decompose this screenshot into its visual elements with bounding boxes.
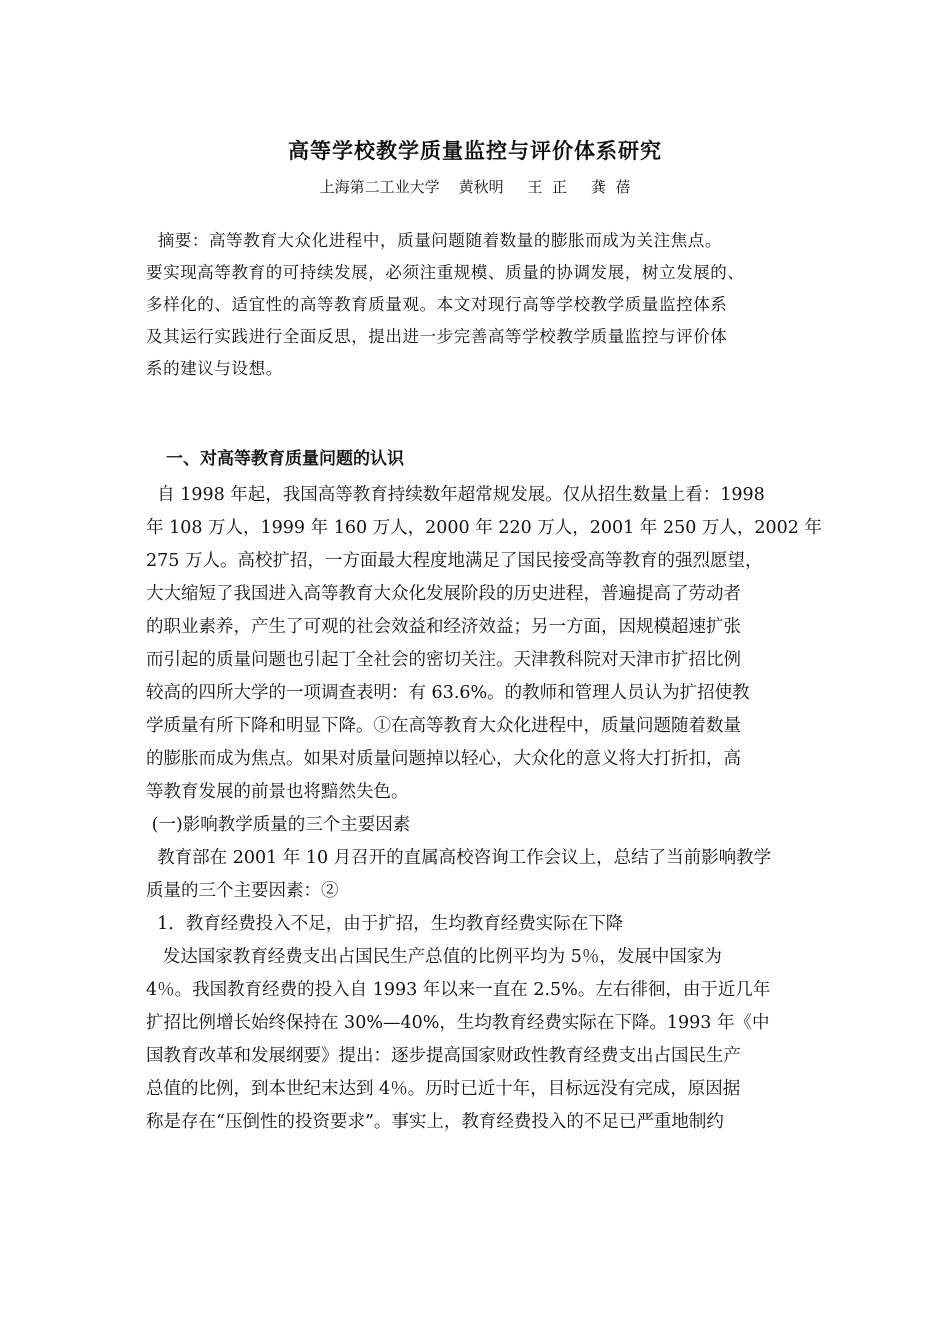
body-line: 扩招比例增长始终保持在 30%—40%，生均教育经费实际在下降。1993 年《中 — [146, 1013, 770, 1033]
body-line: 4％。我国教育经费的投入自 1993 年以来一直在 2.5%。左右徘徊，由于近几年 — [146, 980, 771, 1000]
abstract-line: 多样化的、适宜性的高等教育质量观。本文对现行高等学校教学质量监控体系 — [146, 295, 728, 314]
body-line: 较高的四所大学的一项调查表明：有 63.6%。的教师和管理人员认为扩招使教 — [146, 683, 750, 703]
section-heading: 一、对高等教育质量问题的认识 — [166, 449, 404, 469]
body-line: 等教育发展的前景也将黯然失色。 — [146, 782, 409, 802]
abstract-line: 系的建议与设想。 — [146, 359, 283, 378]
body-line: 国教育改革和发展纲要》提出：逐步提高国家财政性教育经费支出占国民生产 — [146, 1046, 741, 1066]
abstract-line: 摘要：高等教育大众化进程中，质量问题随着数量的膨胀而成为关注焦点。 — [146, 231, 722, 250]
body-line: 的职业素养，产生了可观的社会效益和经济效益；另一方面，因规模超速扩张 — [146, 617, 741, 637]
body-line: 大大缩短了我国进入高等教育大众化发展阶段的历史进程，普遍提高了劳动者 — [146, 584, 741, 604]
list-item-heading: 1．教育经费投入不足，由于扩招，生均教育经费实际在下降 — [146, 914, 624, 934]
body-line: 275 万人。高校扩招，一方面最大程度地满足了国民接受高等教育的强烈愿望， — [146, 551, 763, 571]
document-title: 高等学校教学质量监控与评价体系研究 — [288, 138, 662, 163]
body-line: 年 108 万人，1999 年 160 万人，2000 年 220 万人，2001 年 250 万人，2002 年 — [146, 518, 823, 538]
abstract-line: 要实现高等教育的可持续发展，必须注重规模、质量的协调发展，树立发展的、 — [146, 263, 745, 282]
body-line: 教育部在 2001 年 10 月召开的直属高校咨询工作会议上，总结了当前影响教学 — [146, 848, 772, 868]
body-line: 学质量有所下降和明显下降。①在高等教育大众化进程中，质量问题随着数量 — [146, 716, 741, 736]
body-line: 自 1998 年起，我国高等教育持续数年超常规发展。仅从招生数量上看：1998 — [146, 485, 765, 505]
body-line: 的膨胀而成为焦点。如果对质量问题掉以轻心，大众化的意义将大打折扣，高 — [146, 749, 741, 769]
body-line: 称是存在“压倒性的投资要求”。事实上，教育经费投入的不足已严重地制约 — [146, 1112, 724, 1132]
body-line: 质量的三个主要因素：② — [146, 881, 339, 901]
body-line: 而引起的质量问题也引起丁全社会的密切关注。天津教科院对天津市扩招比例 — [146, 650, 741, 670]
author-line: 上海第二工业大学 黄秋明 王 正 龚 蓓 — [319, 178, 631, 196]
abstract-line: 及其运行实践进行全面反思，提出进一步完善高等学校教学质量监控与评价体 — [146, 327, 728, 346]
subsection-heading: (一)影响教学质量的三个主要因素 — [146, 815, 411, 835]
body-line: 发达国家教育经费支出占国民生产总值的比例平均为 5％，发展中国家为 — [146, 947, 722, 967]
body-line: 总值的比例，到本世纪末达到 4％。历时已近十年，目标远没有完成，原因据 — [146, 1079, 741, 1099]
body-text — [146, 479, 823, 1139]
abstract-paragraph — [146, 225, 810, 385]
